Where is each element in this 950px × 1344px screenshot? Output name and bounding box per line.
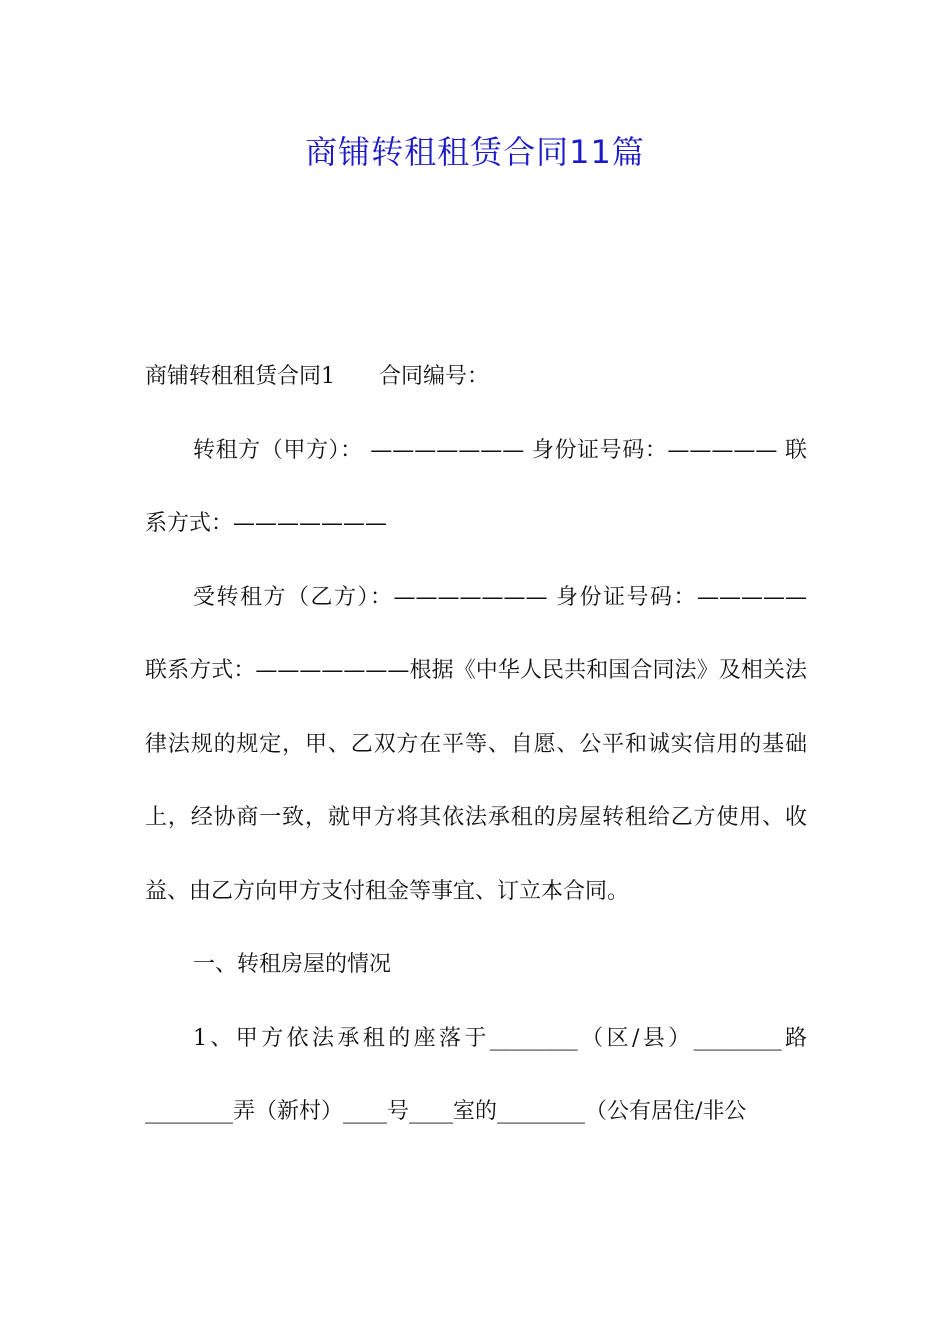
- contract-heading: 商铺转租租赁合同1: [145, 364, 335, 389]
- contract-heading-line: [145, 340, 807, 414]
- document-body: [145, 340, 807, 1149]
- lessee-paragraph: 受转租方（乙方）：——————— 身份证号码：————— 联系方式：———————根据《中华人民共和国合同法》及相关法律法规的规定，甲、乙双方在平等、自愿、公平和诚实信用的基础上，经协商一致，就甲方将其依法承租的房屋转租给乙方使用、收益、由乙方向甲方支付租金等事宜、订立本合同。: [145, 584, 807, 904]
- lessor-paragraph: 转租方（甲方）： ——————— 身份证号码：————— 联系方式：———————: [145, 437, 807, 536]
- document-title: 商铺转租租赁合同11篇: [305, 133, 645, 171]
- clause-paragraph: 1、甲方依法承租的座落于________（区/县）________路________弄（新村）____号____室的________（公有居住/非公: [145, 1025, 807, 1124]
- contract-number-label: 合同编号：: [379, 364, 490, 389]
- section-heading: 一、转租房屋的情况: [193, 952, 392, 977]
